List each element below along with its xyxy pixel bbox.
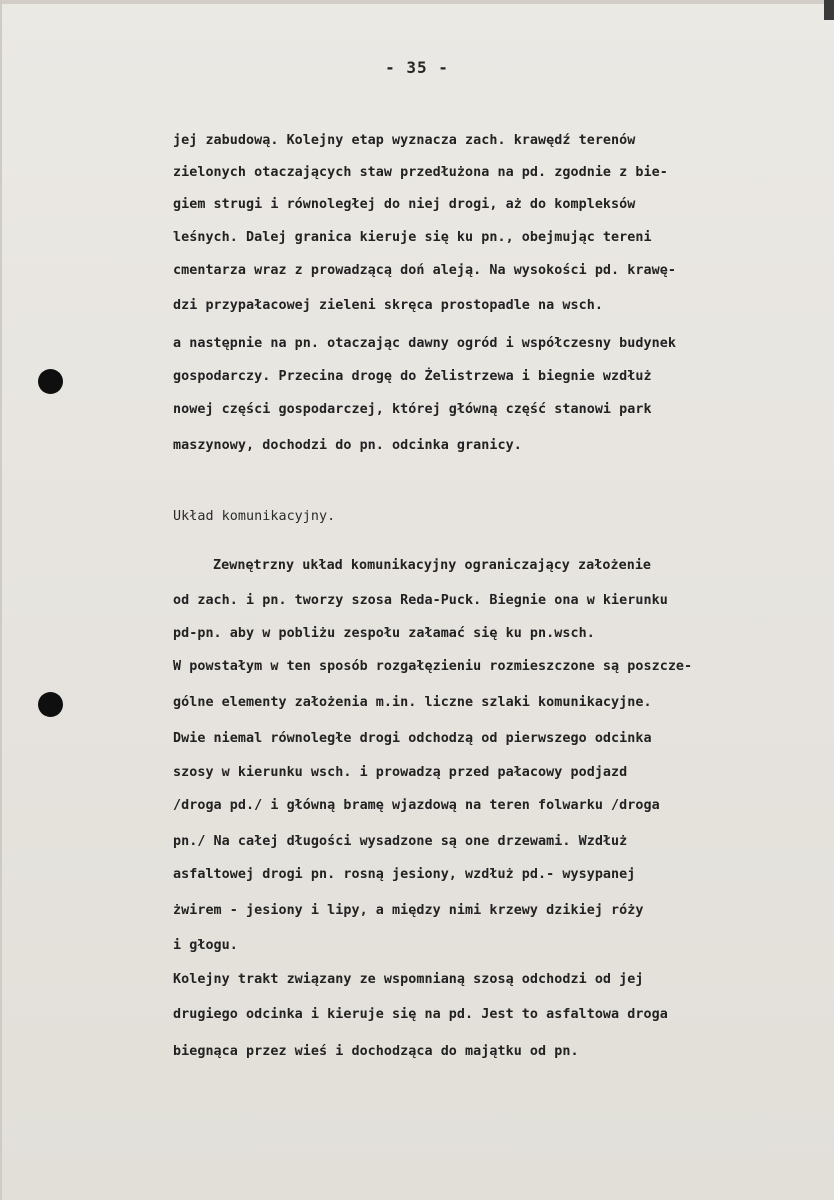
paragraph-1-line: giem strugi i równoległej do niej drogi, aż do kompleksów: [173, 197, 636, 212]
paragraph-1-line: dzi przypałacowej zieleni skręca prostopadle na wsch.: [173, 298, 603, 313]
paragraph-2-line: i głogu.: [173, 938, 238, 953]
paragraph-2-line: biegnąca przez wieś i dochodząca do majątku od pn.: [173, 1044, 579, 1059]
punch-hole-top: [38, 369, 63, 394]
paragraph-2-line: od zach. i pn. tworzy szosa Reda-Puck. Biegnie ona w kierunku: [173, 593, 668, 608]
page-edge-left: [0, 0, 2, 1200]
paragraph-1-line: jej zabudową. Kolejny etap wyznacza zach. krawędź terenów: [173, 133, 636, 148]
paragraph-2-line: W powstałym w ten sposób rozgałęzieniu rozmieszczone są poszcze-: [173, 659, 693, 674]
punch-hole-bottom: [38, 692, 63, 717]
paragraph-1-line: cmentarza wraz z prowadzącą doń aleją. Na wysokości pd. krawę-: [173, 263, 676, 278]
paragraph-2-line: /droga pd./ i główną bramę wjazdową na teren folwarku /droga: [173, 798, 660, 813]
paragraph-1-line: nowej części gospodarczej, której główną część stanowi park: [173, 402, 652, 417]
paragraph-1-line: a następnie na pn. otaczając dawny ogród i współczesny budynek: [173, 336, 676, 351]
page-edge-top: [0, 0, 834, 4]
paragraph-2-line: pd-pn. aby w pobliżu zespołu załamać się ku pn.wsch.: [173, 626, 595, 641]
paragraph-2-line: asfaltowej drogi pn. rosną jesiony, wzdłuż pd.- wysypanej: [173, 867, 636, 882]
paragraph-2-line: pn./ Na całej długości wysadzone są one drzewami. Wzdłuż: [173, 834, 628, 849]
paragraph-2-line: Kolejny trakt związany ze wspomnianą szosą odchodzi od jej: [173, 972, 644, 987]
page-number: - 35 -: [385, 58, 449, 77]
paragraph-2-line: żwirem - jesiony i lipy, a między nimi krzewy dzikiej róży: [173, 903, 644, 918]
scan-corner-shadow: [824, 0, 834, 20]
paragraph-1-line: leśnych. Dalej granica kieruje się ku pn., obejmując tereni: [173, 230, 652, 245]
paragraph-1-line: maszynowy, dochodzi do pn. odcinka granicy.: [173, 438, 522, 453]
paragraph-2-line: szosy w kierunku wsch. i prowadzą przed pałacowy podjazd: [173, 765, 628, 780]
paragraph-1-line: zielonych otaczających staw przedłużona na pd. zgodnie z bie-: [173, 165, 668, 180]
section-heading: Układ komunikacyjny.: [173, 509, 336, 524]
paragraph-1-line: gospodarczy. Przecina drogę do Żelistrzewa i biegnie wzdłuż: [173, 369, 652, 384]
paragraph-2-line: Zewnętrzny układ komunikacyjny ograniczający założenie: [213, 558, 652, 573]
paragraph-2-line: drugiego odcinka i kieruje się na pd. Jest to asfaltowa droga: [173, 1007, 668, 1022]
paragraph-2-line: gólne elementy założenia m.in. liczne szlaki komunikacyjne.: [173, 695, 652, 710]
paragraph-2-line: Dwie niemal równoległe drogi odchodzą od pierwszego odcinka: [173, 731, 652, 746]
